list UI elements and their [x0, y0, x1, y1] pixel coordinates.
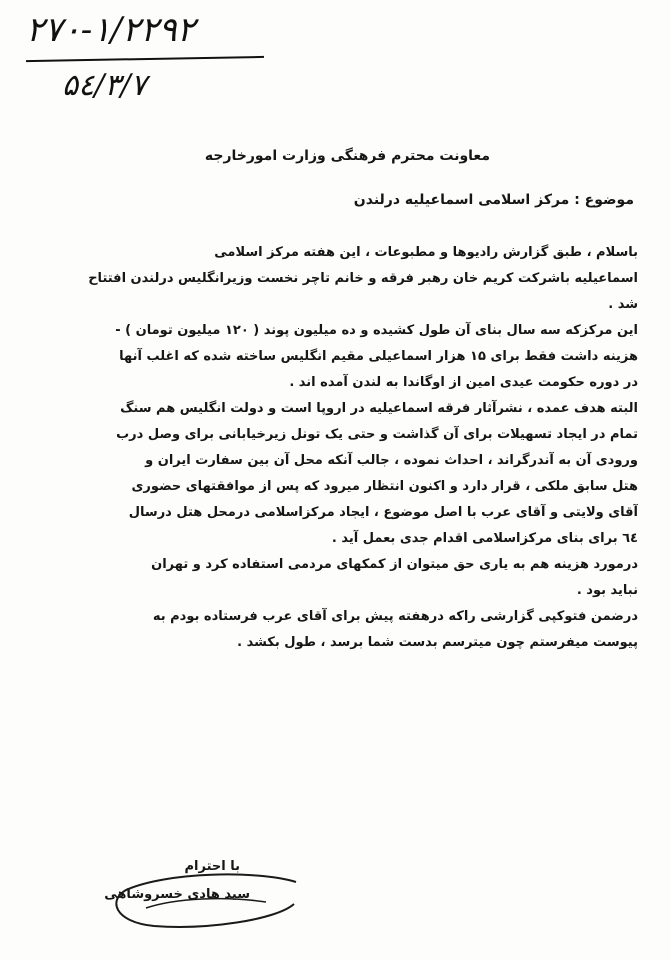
signer-name: سید هادی خسروشاهی [104, 887, 250, 902]
closing-salutation: با احترام [184, 859, 240, 874]
handwritten-signature [106, 868, 306, 934]
body-line: پیوست میفرستم چون میترسم بدست شما برسد ، طول بکشد . [237, 635, 638, 650]
reference-number: ۲۷۰-۱/۲۲۹۲ [26, 10, 196, 50]
body-line: ٦٤ برای بنای مرکزاسلامی اقدام جدی بعمل آید . [331, 531, 638, 546]
body-line: نباید بود . [576, 583, 638, 598]
body-line: هزینه داشت فقط برای ۱۵ هزار اسماعیلی مقیم انگلیس ساخته شده که اغلب آنها [119, 349, 638, 364]
reference-block [26, 8, 276, 108]
subject-line: موضوع : مرکز اسلامی اسماعیلیه درلندن [353, 192, 634, 208]
body-line: تمام در ایجاد تسهیلات برای آن گذاشت و حتی یک تونل زیرخیابانی برای وصل درب [116, 427, 638, 442]
body-line: آقای ولایتی و آقای عرب با اصل موضوع ، ایجاد مرکزاسلامی درمحل هتل درسال [128, 505, 638, 520]
addressee-line: معاونت محترم فرهنگی وزارت امورخارجه [204, 148, 490, 164]
body-line: درضمن فتوکپی گزارشی راکه درهفته پیش برای آقای عرب فرستاده بودم به [152, 609, 638, 624]
letter-body [28, 240, 638, 656]
reference-divider [26, 56, 264, 62]
body-line: هتل سابق ملکی ، قرار دارد و اکنون انتظار میرود که پس از موافقتهای حضوری [131, 479, 638, 494]
body-line: ورودی آن به آندرگراند ، احداث نموده ، جالب آنکه محل آن بین سفارت ایران و [145, 453, 638, 468]
body-line: اسماعیلیه باشرکت کریم خان رهبر فرقه و خانم تاچر نخست وزیرانگلیس درلندن افتتاح [88, 271, 638, 286]
body-line: البته هدف عمده ، نشرآثار فرقه اسماعیلیه در اروپا است و دولت انگلیس هم سنگ [120, 401, 638, 416]
body-line: شد . [608, 297, 638, 312]
body-line: در دوره حکومت عیدی امین از اوگاندا به لندن آمده اند . [289, 375, 638, 390]
reference-date: ۵٤/۳/۷ [62, 68, 147, 103]
body-line: این مرکزکه سه سال بنای آن طول کشیده و ده میلیون پوند ( ۱۲۰ میلیون تومان ) - [115, 323, 638, 338]
body-line: باسلام ، طبق گزارش رادیوها و مطبوعات ، این هفته مرکز اسلامی [214, 245, 638, 260]
body-line: درمورد هزینه هم به یاری حق میتوان از کمکهای مردمی استفاده کرد و تهران [151, 557, 638, 572]
